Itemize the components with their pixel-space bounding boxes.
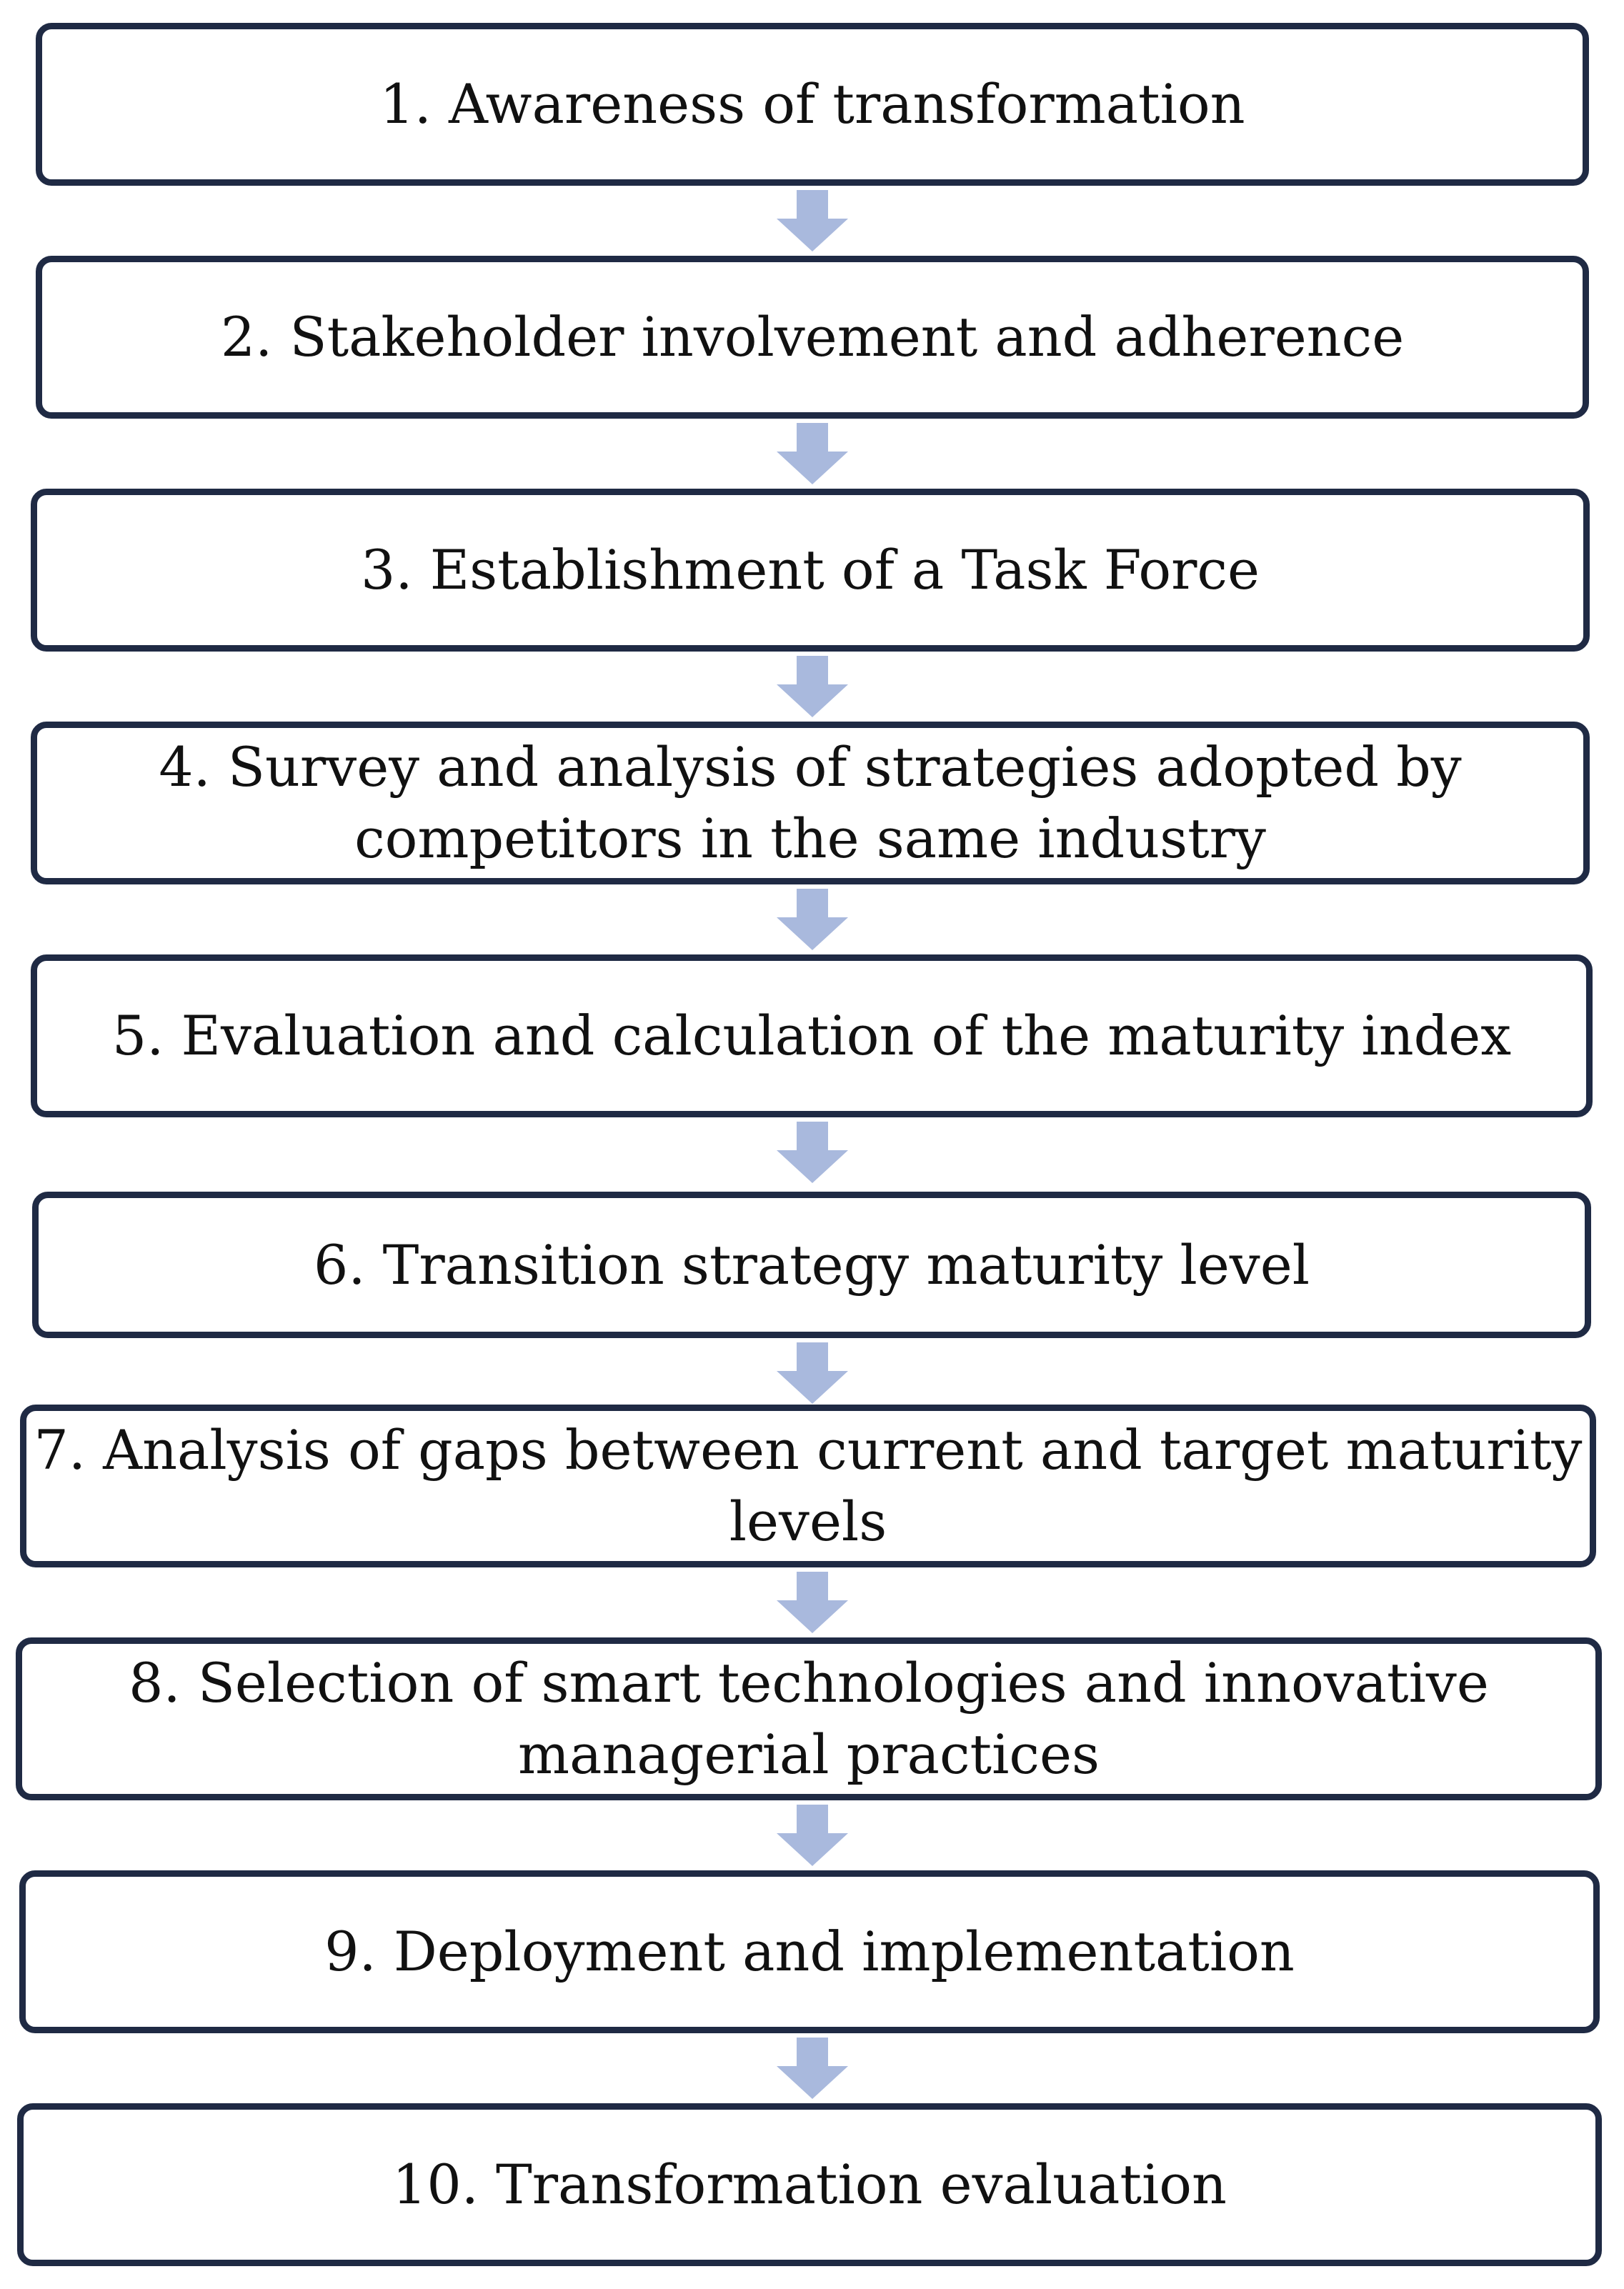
step-box-10 bbox=[17, 2103, 1602, 2266]
step-label-1: 1. Awareness of transformation bbox=[379, 72, 1245, 136]
step-box-8 bbox=[16, 1637, 1602, 1800]
down-arrow-icon bbox=[777, 656, 848, 717]
step-box-3 bbox=[31, 489, 1590, 652]
down-arrow-icon bbox=[777, 889, 848, 950]
step-box-1 bbox=[36, 23, 1589, 186]
step-box-9 bbox=[19, 1870, 1600, 2033]
down-arrow-icon bbox=[777, 190, 848, 251]
step-label-9: 9. Deployment and implementation bbox=[324, 1920, 1295, 1983]
step-label-2: 2. Stakeholder involvement and adherence bbox=[220, 305, 1405, 369]
step-box-6 bbox=[32, 1192, 1591, 1338]
step-label-4: 4. Survey and analysis of strategies adopted by competitors in the same industry bbox=[159, 735, 1462, 870]
step-label-6: 6. Transition strategy maturity level bbox=[313, 1232, 1310, 1297]
down-arrow-icon bbox=[777, 423, 848, 484]
step-label-10: 10. Transformation evaluation bbox=[392, 2153, 1227, 2216]
down-arrow-icon bbox=[777, 1572, 848, 1633]
step-box-7 bbox=[20, 1405, 1596, 1567]
down-arrow-icon bbox=[777, 1122, 848, 1183]
down-arrow-icon bbox=[777, 2038, 848, 2099]
down-arrow-icon bbox=[777, 1342, 848, 1404]
step-label-8: 8. Selection of smart technologies and innovative managerial practices bbox=[129, 1651, 1489, 1786]
step-label-3: 3. Establishment of a Task Force bbox=[361, 538, 1260, 602]
down-arrow-icon bbox=[777, 1805, 848, 1866]
step-label-5: 5. Evaluation and calculation of the maturity index bbox=[111, 1004, 1512, 1067]
step-box-2 bbox=[36, 256, 1589, 419]
step-box-4 bbox=[31, 722, 1590, 884]
step-box-5 bbox=[31, 954, 1593, 1117]
step-label-7: 7. Analysis of gaps between current and target maturity levels bbox=[34, 1418, 1583, 1553]
